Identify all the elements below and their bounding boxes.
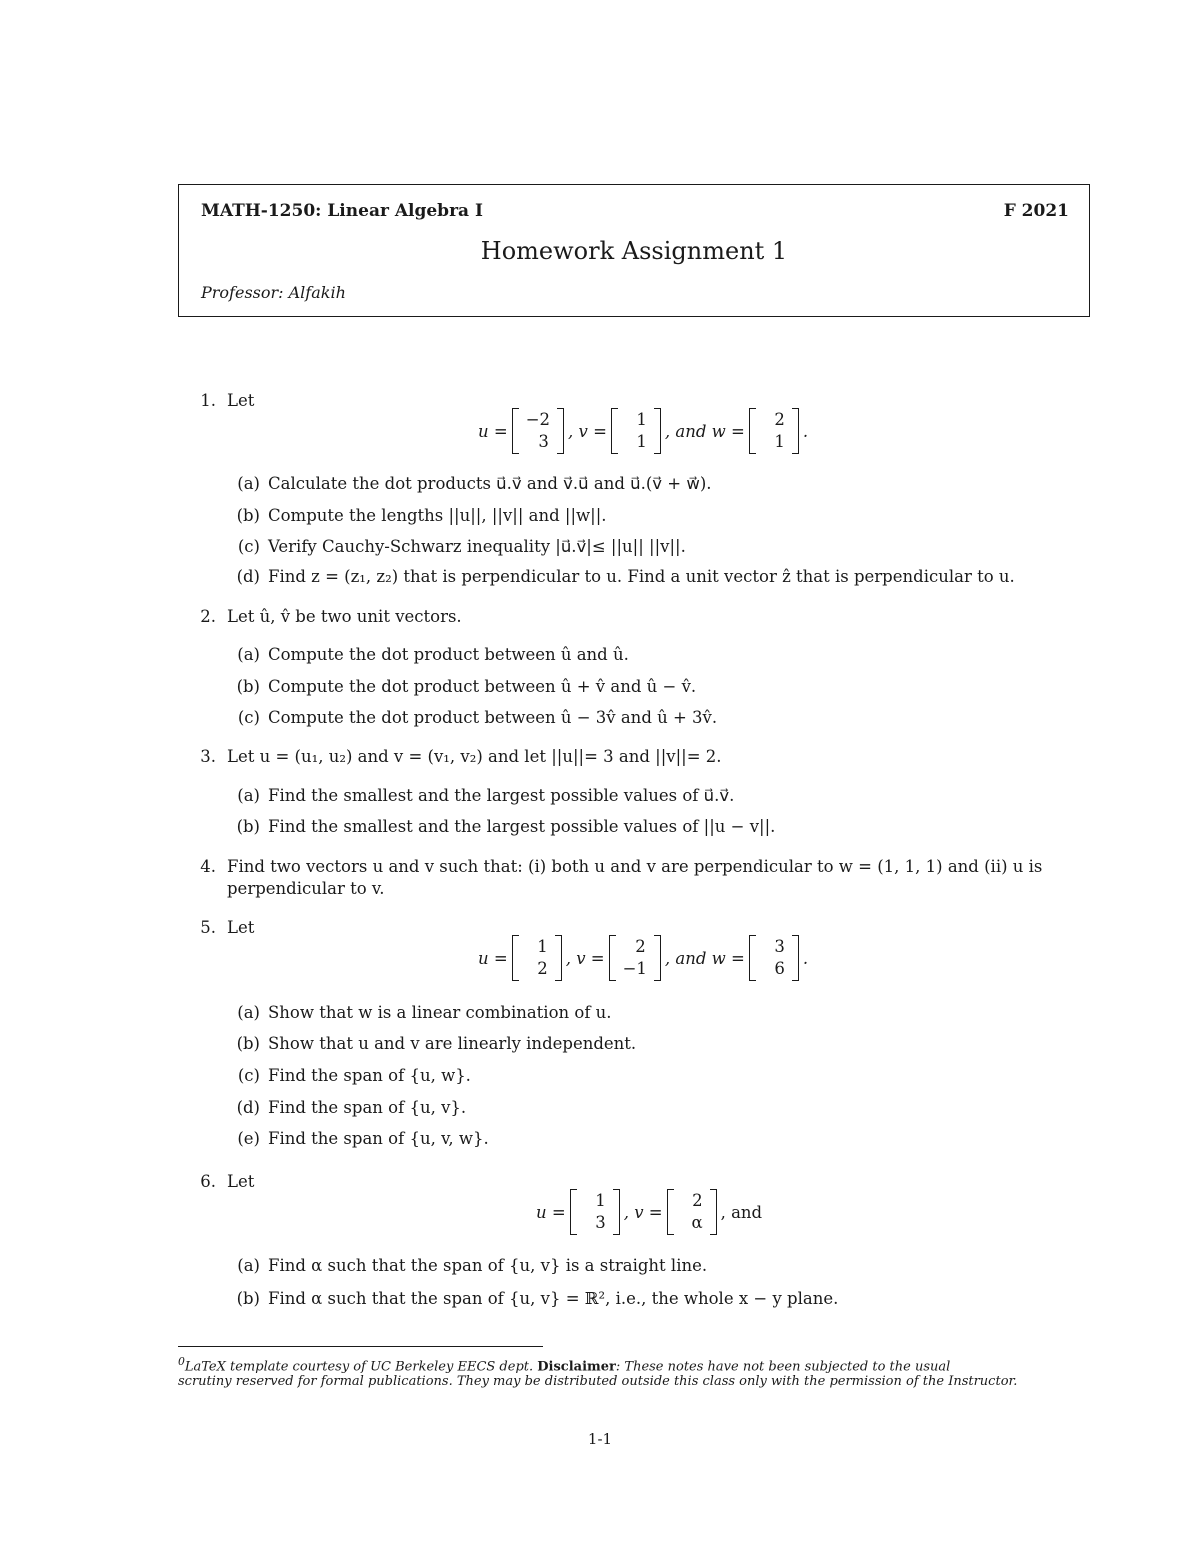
part-text: Verify Cauchy-Schwarz inequality |u⃗.v⃗|≤ ||u|| ||v||.	[268, 537, 686, 556]
part-text: Calculate the dot products u⃗.v⃗ and v⃗.u⃗ and u⃗.(v⃗ + w⃗).	[268, 474, 712, 493]
part-label: (e)	[237, 1129, 260, 1148]
vector-v-top: 1	[636, 410, 647, 429]
part-text: Show that w is a linear combination of u.	[268, 1003, 612, 1022]
equation-end: .	[802, 421, 809, 441]
part-text: Find the smallest and the largest possible values of ||u − v||.	[268, 817, 776, 836]
vector-v	[611, 408, 661, 454]
page-number: 1-1	[587, 1430, 613, 1448]
vector-u-label: u =	[478, 948, 508, 968]
part-text: Show that u and v are linearly independent.	[268, 1034, 637, 1053]
equation-end: , and	[720, 1202, 763, 1222]
problem-6-intro: Let	[227, 1172, 255, 1191]
vector-u-bottom: 3	[595, 1213, 606, 1232]
footnote-disclaimer-label: Disclaimer	[537, 1359, 616, 1375]
vector-u-label: u =	[478, 421, 508, 441]
header-box	[178, 184, 1090, 317]
term: F 2021	[1003, 201, 1069, 221]
vector-v-bottom: α	[691, 1213, 703, 1232]
vector-v-bottom: 1	[636, 432, 647, 451]
problem-5-intro: Let	[227, 918, 255, 937]
part-label: (a)	[237, 645, 260, 664]
part-label: (b)	[236, 506, 260, 525]
vector-w-top: 2	[774, 410, 785, 429]
vector-u-top: −2	[525, 410, 551, 429]
part-text: Compute the lengths ||u||, ||v|| and ||w||.	[268, 506, 607, 525]
part-label: (b)	[236, 817, 260, 836]
part-text: Find α such that the span of {u, v} = ℝ², i.e., the whole x − y plane.	[268, 1289, 839, 1308]
part-label: (d)	[236, 567, 260, 586]
part-text: Compute the dot product between û − 3v̂ and û + 3v̂.	[268, 708, 718, 727]
vector-u	[570, 1189, 620, 1235]
vector-v-label: , v =	[623, 1202, 663, 1222]
part-text: Find the smallest and the largest possible values of u⃗.v⃗.	[268, 786, 735, 805]
part-label: (c)	[237, 708, 260, 727]
vector-w-bottom: 1	[774, 432, 785, 451]
vector-u-top: 1	[595, 1191, 606, 1210]
footnote-rule	[178, 1346, 543, 1347]
footnote-text-start: LaTeX template courtesy of UC Berkeley EECS dept.	[184, 1359, 534, 1375]
part-label: (c)	[237, 537, 260, 556]
vector-u-bottom: 2	[537, 959, 548, 978]
vector-u-label: u =	[536, 1202, 566, 1222]
problem-2-intro: Let û, v̂ be two unit vectors.	[227, 607, 462, 626]
part-label: (b)	[236, 1034, 260, 1053]
part-label: (a)	[237, 1256, 260, 1275]
part-label: (d)	[236, 1098, 260, 1117]
vector-v-top: 2	[692, 1191, 703, 1210]
problem-1-equation	[478, 408, 808, 454]
vector-v-label: , v =	[568, 421, 607, 441]
problem-6-number: 6.	[200, 1172, 216, 1191]
footnote-marker: 0	[178, 1355, 185, 1368]
part-text: Compute the dot product between û + v̂ and û − v̂.	[268, 677, 697, 696]
problem-5-equation	[478, 935, 808, 981]
vector-u	[512, 935, 562, 981]
vector-v-top: 2	[635, 937, 646, 956]
part-label: (b)	[236, 1289, 260, 1308]
problem-2-number: 2.	[200, 607, 216, 626]
professor-name: Professor: Alfakih	[201, 283, 346, 302]
problem-6-equation	[536, 1189, 762, 1235]
part-label: (c)	[237, 1066, 260, 1085]
part-text: Find the span of {u, v}.	[268, 1098, 467, 1117]
vector-v-label: , v =	[565, 948, 605, 968]
vector-w-top: 3	[774, 937, 785, 956]
problem-3-intro: Let u = (u₁, u₂) and v = (v₁, v₂) and let ||u||= 3 and ||v||= 2.	[227, 747, 722, 766]
part-text: Find the span of {u, v, w}.	[268, 1129, 489, 1148]
problem-4-intro-line2: perpendicular to v.	[227, 879, 385, 898]
part-text: Compute the dot product between û and û.	[268, 645, 629, 664]
course-title: MATH-1250: Linear Algebra I	[201, 201, 483, 221]
vector-v-bottom: −1	[622, 959, 647, 978]
problem-1-number: 1.	[200, 391, 216, 410]
problem-5-number: 5.	[200, 918, 216, 937]
part-label: (a)	[237, 786, 260, 805]
problem-4-number: 4.	[200, 857, 216, 876]
vector-w	[749, 408, 799, 454]
part-text: Find α such that the span of {u, v} is a straight line.	[268, 1256, 708, 1275]
part-label: (b)	[236, 677, 260, 696]
problem-3-number: 3.	[200, 747, 216, 766]
problem-4-intro-line1: Find two vectors u and v such that: (i) both u and v are perpendicular to w = (1, 1, 1) and (ii) u is	[227, 857, 1043, 876]
vector-w	[749, 935, 799, 981]
part-text: Find z = (z₁, z₂) that is perpendicular to u. Find a unit vector ẑ that is perpendicular to u.	[268, 567, 1015, 586]
assignment-title: Homework Assignment 1	[480, 237, 788, 265]
vector-u-bottom: 3	[538, 432, 549, 451]
part-label: (a)	[237, 1003, 260, 1022]
problem-1-intro: Let	[227, 391, 255, 410]
equation-end: .	[802, 948, 809, 968]
vector-v	[609, 935, 661, 981]
vector-u-top: 1	[537, 937, 548, 956]
footnote-line-2: scrutiny reserved for formal publications. They may be distributed outside this class only with the permission of the Instructor.	[178, 1374, 1018, 1389]
part-label: (a)	[237, 474, 260, 493]
vector-w-label: , and w =	[664, 948, 745, 968]
part-text: Find the span of {u, w}.	[268, 1066, 471, 1085]
vector-u	[512, 408, 564, 454]
vector-w-bottom: 6	[774, 959, 785, 978]
vector-v	[667, 1189, 717, 1235]
vector-w-label: , and w =	[664, 421, 745, 441]
footnote-text-line1-end: : These notes have not been subjected to the usual	[615, 1359, 951, 1375]
